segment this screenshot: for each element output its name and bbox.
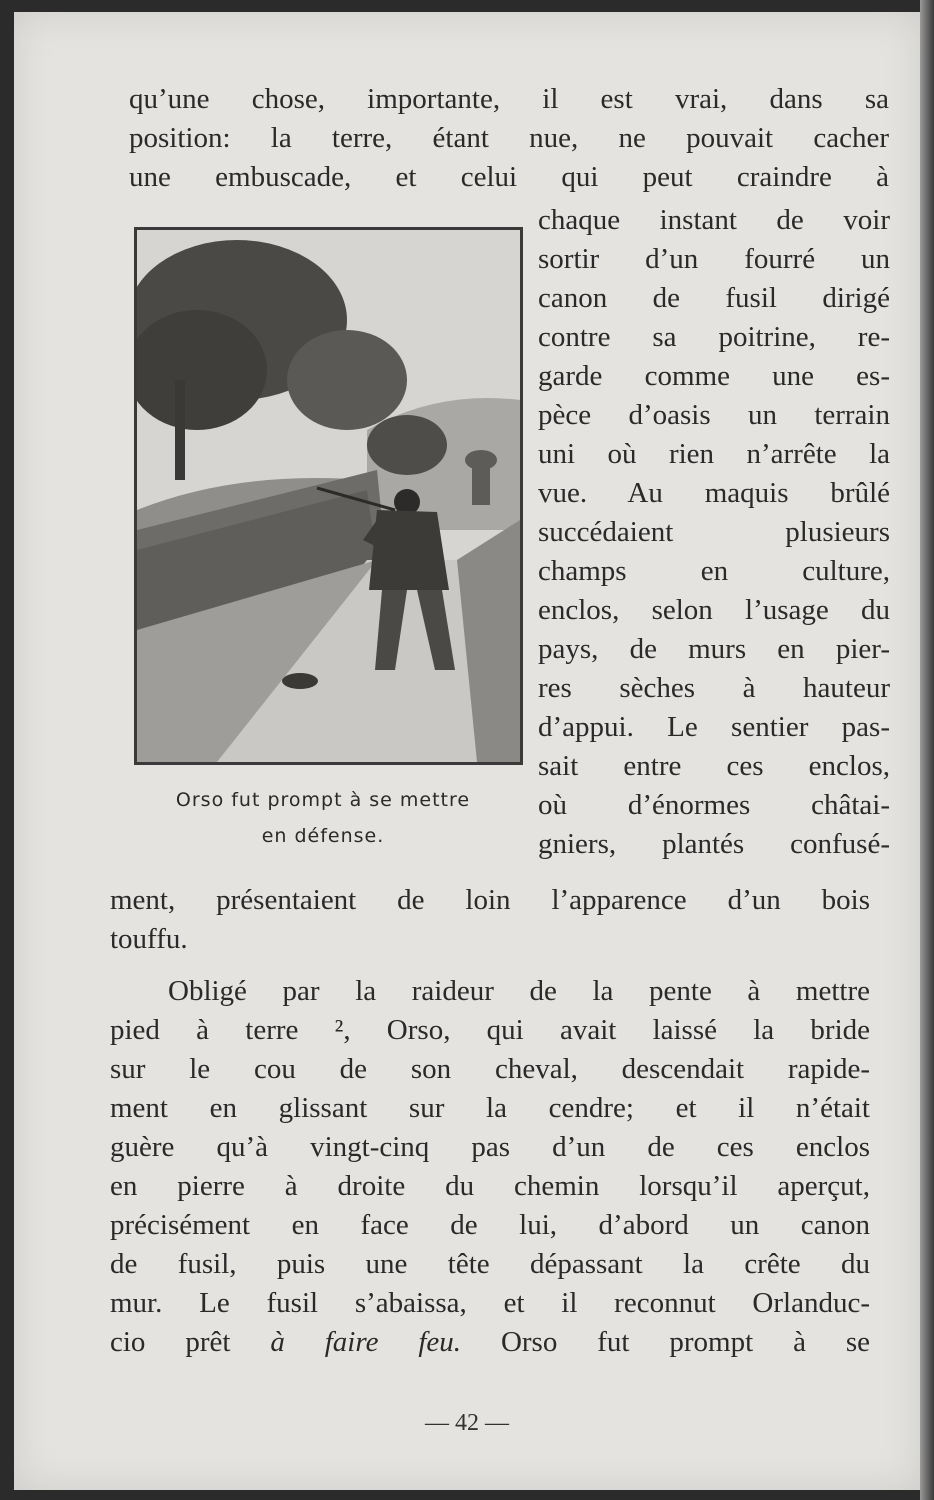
text-line: pèce d’oasis un terrain (538, 399, 890, 431)
text-line: succédaient plusieurs (538, 516, 890, 548)
text-line: pied à terre ², Orso, qui avait laissé la bride (110, 1014, 870, 1046)
text-line: mur. Le fusil s’abaissa, et il reconnut Orlanduc- (110, 1287, 870, 1319)
caption-line: en défense. (261, 825, 385, 847)
text-line: position: la terre, étant nue, ne pouvait cacher (129, 122, 889, 154)
side-text-block (538, 201, 890, 864)
text-line: de fusil, puis une tête dépassant la crête du (110, 1248, 870, 1280)
text-line: champs en culture, (538, 555, 890, 587)
text-line: sortir d’un fourré un (538, 243, 890, 275)
text-line: d’appui. Le sentier pas- (538, 711, 890, 743)
text-line: res sèches à hauteur (538, 672, 890, 704)
figure-caption (124, 782, 522, 854)
text-line: qu’une chose, importante, il est vrai, dans sa (129, 83, 889, 115)
text-line: uni où rien n’arrête la (538, 438, 890, 470)
text-line: gniers, plantés confusé- (538, 828, 890, 860)
text-line: vue. Au maquis brûlé (538, 477, 890, 509)
text-segment: cio prêt (110, 1326, 271, 1358)
bottom-text-block (110, 881, 870, 959)
text-line: ment en glissant sur la cendre; et il n’était (110, 1092, 870, 1124)
text-line: guère qu’à vingt-cinq pas d’un de ces enclos (110, 1131, 870, 1163)
text-line: sur le cou de son cheval, descendait rapide- (110, 1053, 870, 1085)
text-line: contre sa poitrine, re- (538, 321, 890, 353)
text-line: enclos, selon l’usage du (538, 594, 890, 626)
text-line: Obligé par la raideur de la pente à mettre (168, 975, 870, 1007)
paragraph-2 (110, 972, 870, 1362)
text-line: précisément en face de lui, d’abord un canon (110, 1209, 870, 1241)
text-line-last (110, 1323, 870, 1362)
text-line: pays, de murs en pier- (538, 633, 890, 665)
text-line: sait entre ces enclos, (538, 750, 890, 782)
book-edge (920, 0, 934, 1500)
page-number: — 42 — (425, 1410, 509, 1436)
book-page (14, 12, 920, 1490)
text-line: où d’énormes châtai- (538, 789, 890, 821)
text-line: en pierre à droite du chemin lorsqu’il aperçut, (110, 1170, 870, 1202)
caption-line: Orso fut prompt à se mettre (175, 789, 471, 811)
illustration-drawing (137, 230, 520, 762)
top-text-block (129, 80, 889, 197)
italic-phrase: à faire feu. (270, 1326, 462, 1358)
text-line: touffu. (110, 923, 188, 955)
text-line: ment, présentaient de loin l’apparence d’un bois (110, 884, 870, 916)
text-line: canon de fusil dirigé (538, 282, 890, 314)
text-segment: Orso fut prompt à se (461, 1326, 871, 1358)
illustration (134, 227, 523, 765)
text-line: une embuscade, et celui qui peut craindre à (129, 161, 889, 193)
text-line: garde comme une es- (538, 360, 890, 392)
text-line: chaque instant de voir (538, 204, 890, 236)
